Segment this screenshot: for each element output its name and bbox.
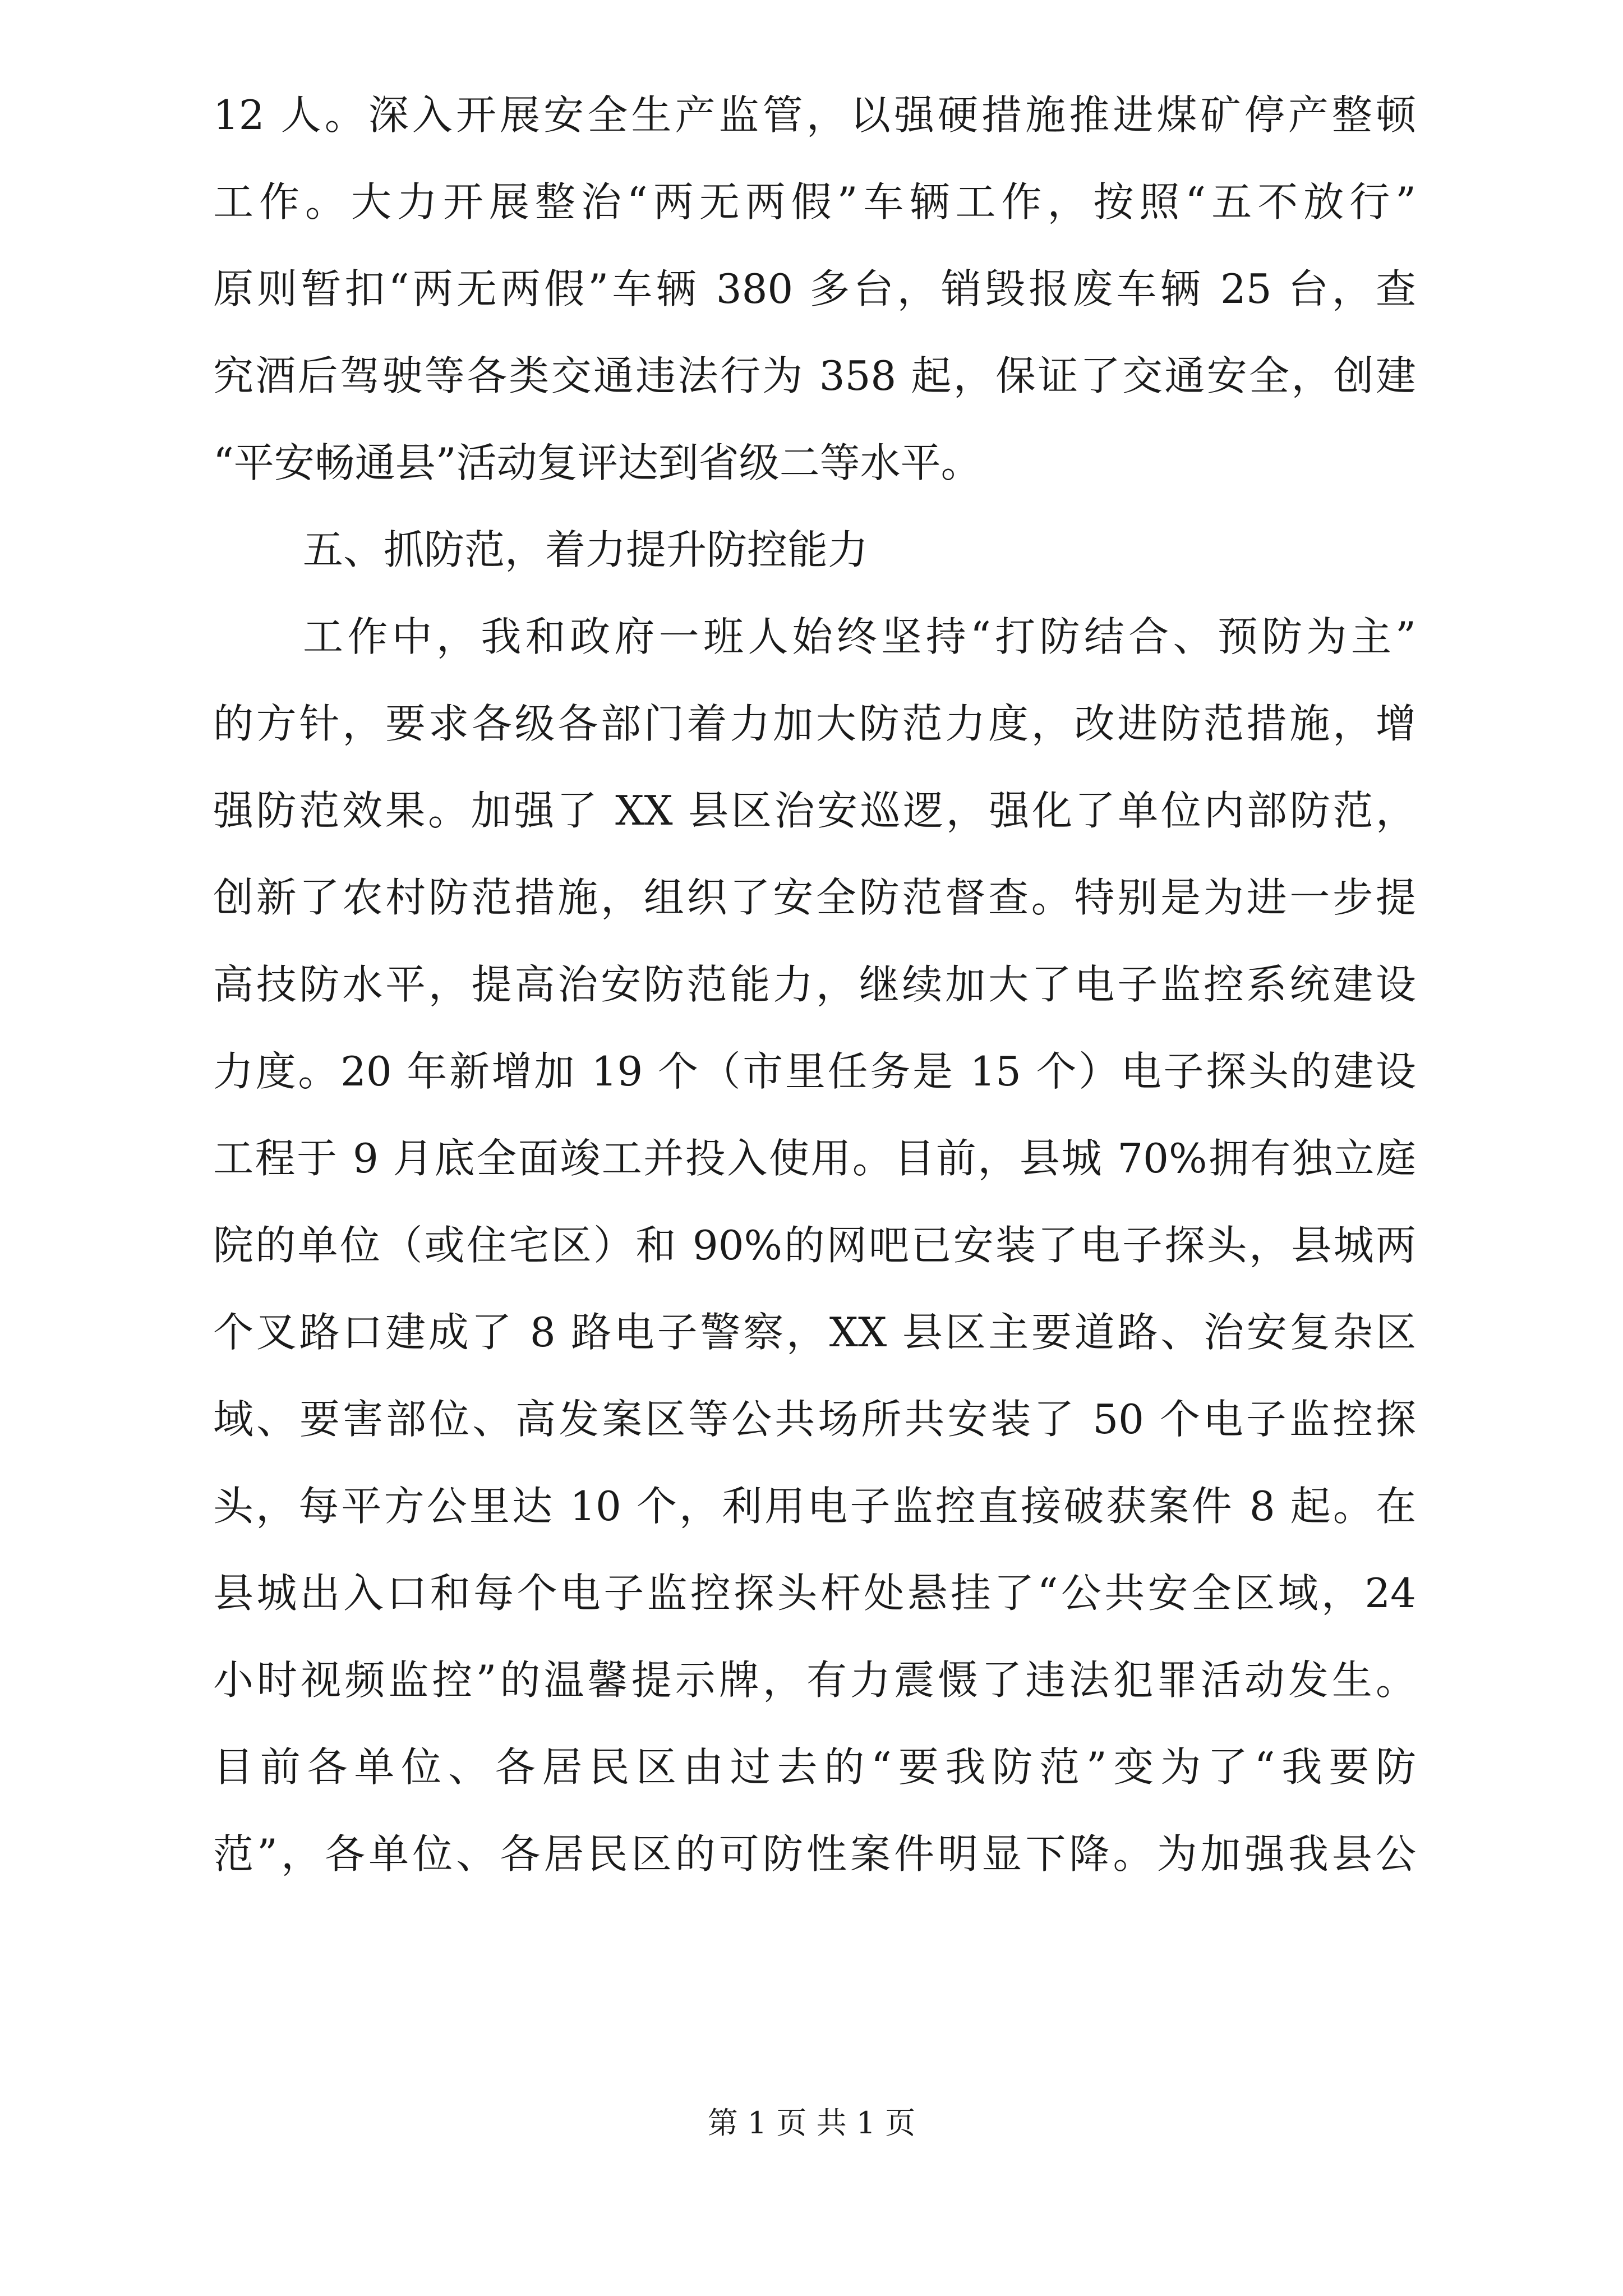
page-footer xyxy=(0,2101,1623,2146)
text-line: 小时视频监控”的温馨提示牌，有力震慑了违法犯罪活动发生。 xyxy=(213,1657,1416,1704)
text-line: 目前各单位、各居民区由过去的“要我防范”变为了“我要防 xyxy=(213,1743,1416,1791)
page-indicator: 第 1 页 共 1 页 xyxy=(707,2105,916,2141)
text-line: 的方针，要求各级各部门着力加大防范力度，改进防范措施，增 xyxy=(213,700,1416,747)
text-line: 高技防水平，提高治安防范能力，继续加大了电子监控系统建设 xyxy=(213,961,1416,1008)
text-line: 头，每平方公里达 10 个，利用电子监控直接破获案件 8 起。在 xyxy=(213,1483,1416,1530)
text-line: 力度。20 年新增加 19 个（市里任务是 15 个）电子探头的建设 xyxy=(213,1048,1416,1095)
text-line: 个叉路口建成了 8 路电子警察，XX 县区主要道路、治安复杂区 xyxy=(213,1309,1416,1356)
text-line: 工作中，我和政府一班人始终坚持“打防结合、预防为主” xyxy=(303,613,1416,660)
text-line: 院的单位（或住宅区）和 90%的网吧已安装了电子探头，县城两 xyxy=(213,1222,1416,1269)
text-line: 工程于 9 月底全面竣工并投入使用。目前，县城 70%拥有独立庭 xyxy=(213,1135,1416,1182)
text-line: 范”，各单位、各居民区的可防性案件明显下降。为加强我县公 xyxy=(213,1830,1416,1878)
text-line: “平安畅通县”活动复评达到省级二等水平。 xyxy=(213,439,981,486)
text-line: 县城出入口和每个电子监控探头杆处悬挂了“公共安全区域，24 xyxy=(213,1570,1416,1617)
text-line: 创新了农村防范措施，组织了安全防范督查。特别是为进一步提 xyxy=(213,874,1416,921)
section-heading: 五、抓防范，着力提升防控能力 xyxy=(303,526,869,573)
text-line: 工作。大力开展整治“两无两假”车辆工作，按照“五不放行” xyxy=(213,178,1416,226)
text-line: 域、要害部位、高发案区等公共场所共安装了 50 个电子监控探 xyxy=(213,1396,1416,1443)
text-line: 12 人。深入开展安全生产监管，以强硬措施推进煤矿停产整顿 xyxy=(213,91,1416,139)
text-line: 强防范效果。加强了 XX 县区治安巡逻，强化了单位内部防范， xyxy=(213,787,1416,834)
text-line: 原则暂扣“两无两假”车辆 380 多台，销毁报废车辆 25 台，查 xyxy=(213,265,1416,312)
text-line: 究酒后驾驶等各类交通违法行为 358 起，保证了交通安全，创建 xyxy=(213,352,1416,399)
